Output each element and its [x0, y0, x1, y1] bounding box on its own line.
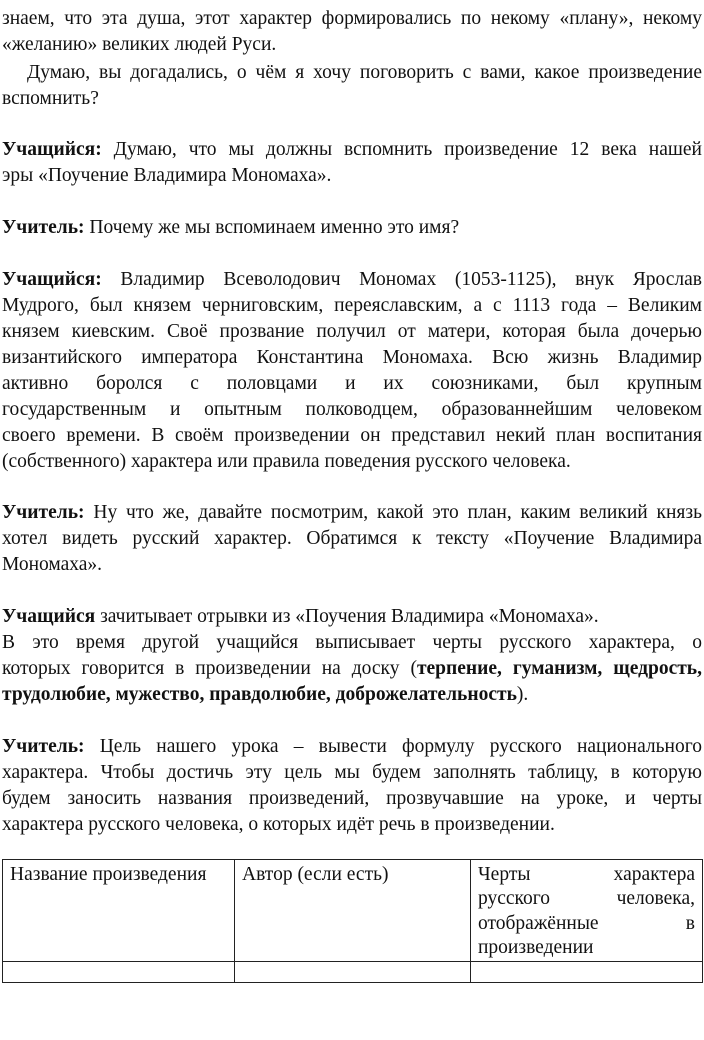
paragraph-1-line-2: «желанию» великих людей Руси.	[2, 34, 277, 55]
paragraph-8-line-3: будем заносить названия произведений, прозвучавшие на уроке, и черты	[2, 788, 702, 809]
table-header-row	[3, 860, 703, 962]
paragraph-7-line-1	[2, 604, 702, 630]
paragraph-2-line-2: вспомнить?	[2, 88, 99, 109]
paragraph-6-line-1	[2, 500, 702, 526]
speaker-label: Учитель:	[2, 736, 85, 757]
paragraph-5-line-3: князем киевским. Своё прозвание получил от матери, которая была дочерью	[2, 321, 702, 342]
paragraph-5-line-6: государственным и опытным полководцем, образованнейшим человеком	[2, 399, 702, 420]
paragraph-5-line-8: (собственного) характера или правила поведения русского человека.	[2, 451, 571, 472]
traits-header-line: русского человека,	[478, 888, 695, 910]
paragraph-4-line-1	[2, 215, 702, 241]
table-cell	[471, 961, 703, 982]
paragraph-6-line-2: хотел видеть русский характер. Обратимся к тексту «Поучение Владимира	[2, 528, 702, 549]
paragraph-5-line-7: своего времени. В своём произведении он представил некий план воспитания	[2, 425, 702, 446]
speaker-label: Учитель:	[2, 502, 85, 523]
paragraph-8-line-1	[2, 734, 702, 760]
speaker-label: Учащийся:	[2, 269, 102, 290]
speaker-label: Учащийся:	[2, 139, 102, 160]
paragraph-3-line-2: эры «Поучение Владимира Мономаха».	[2, 165, 332, 186]
paragraph-text: ).	[516, 684, 529, 705]
traits-list: терпение, гуманизм, щедрость,	[416, 658, 702, 679]
paragraph-text: Цель нашего урока – вывести формулу русского национального	[84, 736, 702, 757]
traits-header-line: отображённые в	[478, 912, 695, 934]
table-cell	[3, 961, 235, 982]
table-header-cell-traits	[471, 860, 703, 962]
paragraph-8-line-2: характера. Чтобы достичь эту цель мы будем заполнять таблицу, в которую	[2, 762, 702, 783]
paragraph-3-line-1	[2, 137, 702, 163]
traits-table	[2, 859, 703, 983]
traits-header-line: произведении	[478, 937, 594, 959]
traits-header-line: Черты характера	[478, 864, 695, 885]
paragraph-text: зачитывает отрывки из «Поучения Владимира «Мономаха».	[95, 606, 599, 627]
paragraph-2-line-1: Думаю, вы догадались, о чём я хочу поговорить с вами, какое произведение	[27, 62, 702, 83]
paragraph-5-line-1	[2, 267, 702, 293]
table-header-cell-title: Название произведения	[3, 860, 235, 962]
speaker-label: Учитель:	[2, 217, 85, 238]
speaker-label: Учащийся	[2, 606, 96, 627]
paragraph-5-line-4: византийского императора Константина Мономаха. Всю жизнь Владимир	[2, 347, 702, 368]
paragraph-6-line-3: Мономаха».	[2, 554, 103, 575]
paragraph-1-line-1: знаем, что эта душа, этот характер формировались по некому «плану», некому	[2, 8, 702, 29]
paragraph-8-line-4: характера русского человека, о которых идёт речь в произведении.	[2, 814, 555, 835]
traits-list: трудолюбие, мужество, правдолюбие, доброжелательность	[2, 684, 517, 705]
paragraph-7-line-2: В это время другой учащийся выписывает черты русского характера, о	[2, 632, 702, 653]
table-row	[3, 961, 703, 982]
paragraph-text: которых говорится в произведении на доску (	[2, 658, 417, 679]
paragraph-7-line-4	[2, 682, 702, 708]
paragraph-7-line-3	[2, 656, 702, 682]
paragraph-text: Владимир Всеволодович Мономах (1053-1125), внук Ярослав	[101, 269, 702, 290]
paragraph-text: Почему же мы вспоминаем именно это имя?	[84, 217, 460, 238]
paragraph-text: Думаю, что мы должны вспомнить произведение 12 века нашей	[101, 139, 702, 160]
table-cell	[235, 961, 471, 982]
paragraph-5-line-2: Мудрого, был князем черниговским, переяславским, а с 1113 года – Великим	[2, 295, 702, 316]
table-header-cell-author: Автор (если есть)	[235, 860, 471, 962]
paragraph-text: Ну что же, давайте посмотрим, какой это план, каким великий князь	[84, 502, 702, 523]
paragraph-5-line-5: активно боролся с половцами и их союзниками, был крупным	[2, 373, 702, 394]
